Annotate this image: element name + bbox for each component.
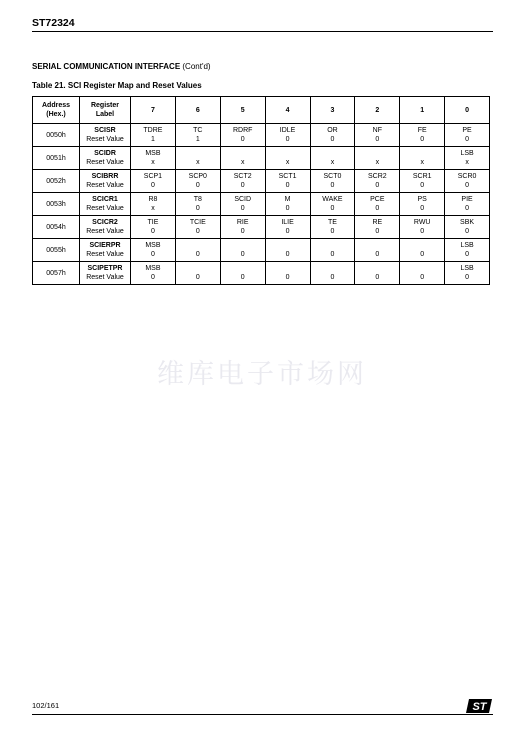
bit-reset-value: 0 xyxy=(330,274,335,281)
bit-name: SCP0 xyxy=(188,173,207,180)
bit-reset-value: 1 xyxy=(150,136,155,143)
bit-name: R8 xyxy=(148,196,158,203)
bit-name: LSB xyxy=(460,242,474,249)
bit-cell xyxy=(445,262,490,285)
bit-cell xyxy=(445,239,490,262)
bit-reset-value: 0 xyxy=(195,205,200,212)
reset-value-label: Reset Value xyxy=(86,182,124,189)
bit-reset-value: 0 xyxy=(240,136,245,143)
bit-reset-value: 0 xyxy=(240,274,245,281)
bit-reset-value: 0 xyxy=(375,136,380,143)
bit-name: NF xyxy=(372,127,382,134)
bit-cell xyxy=(131,216,176,239)
bit-name: TIE xyxy=(147,219,159,226)
table-row xyxy=(33,170,490,193)
bit-cell xyxy=(220,216,265,239)
header-register-label: Register Label xyxy=(80,97,131,124)
bit-reset-value: 0 xyxy=(285,182,290,189)
register-address: 0051h xyxy=(33,147,80,170)
register-address: 0050h xyxy=(33,124,80,147)
bit-name xyxy=(400,149,444,158)
bit-reset-value: 0 xyxy=(465,228,470,235)
bit-name: ILIE xyxy=(281,219,294,226)
bit-reset-value: 0 xyxy=(195,274,200,281)
bit-name: SCID xyxy=(234,196,252,203)
register-name: SCICR2 xyxy=(92,219,118,226)
bit-cell xyxy=(220,124,265,147)
bit-name: M xyxy=(284,196,291,203)
bit-reset-value: x xyxy=(375,159,380,166)
bit-reset-value: 0 xyxy=(150,228,155,235)
bit-name: TCIE xyxy=(189,219,206,226)
bit-reset-value: 0 xyxy=(375,182,380,189)
bit-name: LSB xyxy=(460,150,474,157)
bit-reset-value: x xyxy=(196,159,200,166)
bit-name xyxy=(266,264,310,273)
header-bit-1: 1 xyxy=(400,97,445,124)
bit-cell xyxy=(310,147,355,170)
bit-cell xyxy=(445,216,490,239)
bit-name: MSB xyxy=(145,242,161,249)
bit-cell xyxy=(310,262,355,285)
st-logo-text: ST xyxy=(472,701,487,713)
bit-cell xyxy=(310,216,355,239)
bit-name: RDRF xyxy=(232,127,253,134)
table-row xyxy=(33,239,490,262)
table-body xyxy=(33,124,490,285)
bit-reset-value: 0 xyxy=(420,182,425,189)
page-number: 102/161 xyxy=(32,701,60,710)
bit-name: PE xyxy=(462,127,472,134)
bit-name: RWU xyxy=(413,219,431,226)
register-label-cell xyxy=(80,262,131,285)
section-title-suffix: (Cont'd) xyxy=(182,62,211,71)
bit-cell xyxy=(175,124,220,147)
bit-reset-value: 0 xyxy=(285,136,290,143)
bit-name xyxy=(221,241,265,250)
register-name: SCIBRR xyxy=(91,173,119,180)
bit-reset-value: 0 xyxy=(330,182,335,189)
bit-reset-value: 0 xyxy=(375,274,380,281)
bit-name xyxy=(221,264,265,273)
bit-name: SCR0 xyxy=(457,173,477,180)
bit-cell xyxy=(175,193,220,216)
bit-name xyxy=(355,241,399,250)
bit-name: WAKE xyxy=(322,196,343,203)
bit-reset-value: 0 xyxy=(330,251,335,258)
bit-name xyxy=(176,149,220,158)
bit-name: PIE xyxy=(461,196,473,203)
reset-value-label: Reset Value xyxy=(86,136,124,143)
table-row xyxy=(33,216,490,239)
bit-name: TC xyxy=(193,127,203,134)
bit-name: SCT0 xyxy=(323,173,342,180)
bit-name: LSB xyxy=(460,265,474,272)
bit-cell xyxy=(310,170,355,193)
bit-reset-value: 0 xyxy=(420,228,425,235)
bit-reset-value: 0 xyxy=(240,251,245,258)
bit-reset-value: x xyxy=(330,159,335,166)
header-rule xyxy=(32,31,493,32)
bit-name: OR xyxy=(327,127,338,134)
bit-reset-value: 0 xyxy=(285,205,290,212)
register-address: 0055h xyxy=(33,239,80,262)
bit-reset-value: 0 xyxy=(420,205,425,212)
bit-cell xyxy=(400,262,445,285)
register-address: 0053h xyxy=(33,193,80,216)
bit-name: IDLE xyxy=(279,127,296,134)
bit-name xyxy=(400,264,444,273)
bit-cell xyxy=(400,147,445,170)
register-address: 0052h xyxy=(33,170,80,193)
bit-reset-value: x xyxy=(151,159,155,166)
bit-name: SCP1 xyxy=(143,173,163,180)
bit-cell xyxy=(265,239,310,262)
bit-cell xyxy=(400,193,445,216)
section-title-text: SERIAL COMMUNICATION INTERFACE xyxy=(32,62,181,71)
reset-value-label: Reset Value xyxy=(86,251,124,258)
register-map-table xyxy=(32,96,490,285)
table-row xyxy=(33,124,490,147)
header-bit-3: 3 xyxy=(310,97,355,124)
bit-cell xyxy=(175,216,220,239)
bit-reset-value: 0 xyxy=(465,182,470,189)
bit-cell xyxy=(355,216,400,239)
bit-reset-value: 0 xyxy=(375,205,380,212)
bit-cell xyxy=(265,262,310,285)
bit-cell xyxy=(220,147,265,170)
bit-name: SCR2 xyxy=(367,173,387,180)
bit-reset-value: 0 xyxy=(465,136,470,143)
bit-cell xyxy=(131,262,176,285)
table-row xyxy=(33,147,490,170)
bit-name: SBK xyxy=(460,219,475,226)
document-title: ST72324 xyxy=(32,17,75,29)
bit-name: SCT2 xyxy=(233,173,252,180)
bit-name: SCT1 xyxy=(278,173,297,180)
bit-reset-value: 0 xyxy=(240,205,245,212)
bit-name xyxy=(266,149,310,158)
header-bit-4: 4 xyxy=(265,97,310,124)
bit-reset-value: 1 xyxy=(195,136,200,143)
bit-name: TE xyxy=(327,219,337,226)
bit-reset-value: 0 xyxy=(330,228,335,235)
register-name: SCISR xyxy=(94,127,116,134)
bit-reset-value: x xyxy=(285,159,290,166)
bit-reset-value: 0 xyxy=(330,205,335,212)
reset-value-label: Reset Value xyxy=(86,228,124,235)
bit-cell xyxy=(310,239,355,262)
bit-cell xyxy=(131,193,176,216)
bit-name xyxy=(176,241,220,250)
bit-name: TDRE xyxy=(143,127,163,134)
register-name: SCICR1 xyxy=(92,196,118,203)
bit-cell xyxy=(131,124,176,147)
bit-cell xyxy=(175,147,220,170)
bit-reset-value: 0 xyxy=(150,182,155,189)
register-name: SCIPETPR xyxy=(87,265,123,272)
bit-cell xyxy=(265,147,310,170)
bit-reset-value: 0 xyxy=(240,182,245,189)
bit-cell xyxy=(445,170,490,193)
bit-cell xyxy=(355,124,400,147)
bit-name: RIE xyxy=(236,219,249,226)
bit-cell xyxy=(265,170,310,193)
bit-name xyxy=(266,241,310,250)
reset-value-label: Reset Value xyxy=(86,274,124,281)
bit-reset-value: 0 xyxy=(285,228,290,235)
bit-cell xyxy=(355,147,400,170)
register-address: 0054h xyxy=(33,216,80,239)
bit-reset-value: 0 xyxy=(375,228,380,235)
reset-value-label: Reset Value xyxy=(86,205,124,212)
bit-reset-value: 0 xyxy=(420,274,425,281)
bit-name xyxy=(311,149,355,158)
bit-cell xyxy=(355,262,400,285)
table-header-row xyxy=(33,97,490,124)
bit-name: RE xyxy=(372,219,383,226)
bit-reset-value: 0 xyxy=(420,136,425,143)
bit-reset-value: 0 xyxy=(420,251,425,258)
bit-cell xyxy=(355,170,400,193)
bit-reset-value: 0 xyxy=(465,205,470,212)
register-label-cell xyxy=(80,124,131,147)
register-address: 0057h xyxy=(33,262,80,285)
bit-cell xyxy=(265,124,310,147)
bit-reset-value: 0 xyxy=(195,228,200,235)
bit-name: SCR1 xyxy=(412,173,432,180)
bit-cell xyxy=(175,239,220,262)
bit-name: MSB xyxy=(145,265,161,272)
bit-cell xyxy=(175,170,220,193)
st-logo-icon xyxy=(466,699,492,713)
header-bit-0: 0 xyxy=(445,97,490,124)
bit-name xyxy=(355,149,399,158)
reset-value-label: Reset Value xyxy=(86,159,124,166)
bit-reset-value: x xyxy=(420,159,424,166)
bit-name xyxy=(311,264,355,273)
bit-cell xyxy=(131,239,176,262)
bit-reset-value: 0 xyxy=(240,228,245,235)
bit-reset-value: 0 xyxy=(285,251,290,258)
table-row xyxy=(33,193,490,216)
bit-cell xyxy=(175,262,220,285)
bit-cell xyxy=(220,170,265,193)
register-label-cell xyxy=(80,239,131,262)
register-label-cell xyxy=(80,170,131,193)
bit-name xyxy=(400,241,444,250)
bit-reset-value: 0 xyxy=(465,274,470,281)
bit-reset-value: 0 xyxy=(150,274,155,281)
header-bit-2: 2 xyxy=(355,97,400,124)
bit-cell xyxy=(265,193,310,216)
bit-name: PCE xyxy=(370,196,385,203)
bit-name xyxy=(311,241,355,250)
watermark: 维库电子市场网 xyxy=(157,359,367,390)
bit-name xyxy=(355,264,399,273)
footer-rule xyxy=(32,714,493,715)
bit-cell xyxy=(220,193,265,216)
bit-cell xyxy=(445,124,490,147)
bit-reset-value: 0 xyxy=(150,251,155,258)
bit-reset-value: 0 xyxy=(195,182,200,189)
bit-cell xyxy=(220,239,265,262)
bit-cell xyxy=(355,193,400,216)
bit-name xyxy=(221,149,265,158)
section-title xyxy=(32,62,211,71)
bit-reset-value: x xyxy=(151,205,155,212)
header-bit-6: 6 xyxy=(175,97,220,124)
bit-cell xyxy=(400,239,445,262)
bit-reset-value: x xyxy=(465,159,469,166)
bit-cell xyxy=(220,262,265,285)
bit-name: MSB xyxy=(145,150,161,157)
header-bit-5: 5 xyxy=(220,97,265,124)
bit-name: PS xyxy=(417,196,427,203)
bit-cell xyxy=(265,216,310,239)
bit-cell xyxy=(400,170,445,193)
bit-cell xyxy=(445,193,490,216)
bit-name xyxy=(176,264,220,273)
bit-cell xyxy=(355,239,400,262)
bit-reset-value: 0 xyxy=(285,274,290,281)
table-row xyxy=(33,262,490,285)
register-label-cell xyxy=(80,193,131,216)
bit-cell xyxy=(445,147,490,170)
register-label-cell xyxy=(80,147,131,170)
table-caption: Table 21. SCI Register Map and Reset Values xyxy=(32,81,202,90)
register-name: SCIERPR xyxy=(89,242,121,249)
bit-cell xyxy=(400,124,445,147)
bit-cell xyxy=(310,124,355,147)
header-address: Address (Hex.) xyxy=(33,97,80,124)
bit-name: FE xyxy=(417,127,427,134)
bit-reset-value: 0 xyxy=(465,251,470,258)
register-label-cell xyxy=(80,216,131,239)
header-bit-7: 7 xyxy=(131,97,176,124)
bit-reset-value: 0 xyxy=(330,136,335,143)
bit-reset-value: 0 xyxy=(195,251,200,258)
bit-name: T8 xyxy=(193,196,202,203)
register-name: SCIDR xyxy=(94,150,116,157)
bit-cell xyxy=(310,193,355,216)
bit-cell xyxy=(131,147,176,170)
bit-reset-value: x xyxy=(240,159,245,166)
bit-cell xyxy=(400,216,445,239)
bit-cell xyxy=(131,170,176,193)
bit-reset-value: 0 xyxy=(375,251,380,258)
